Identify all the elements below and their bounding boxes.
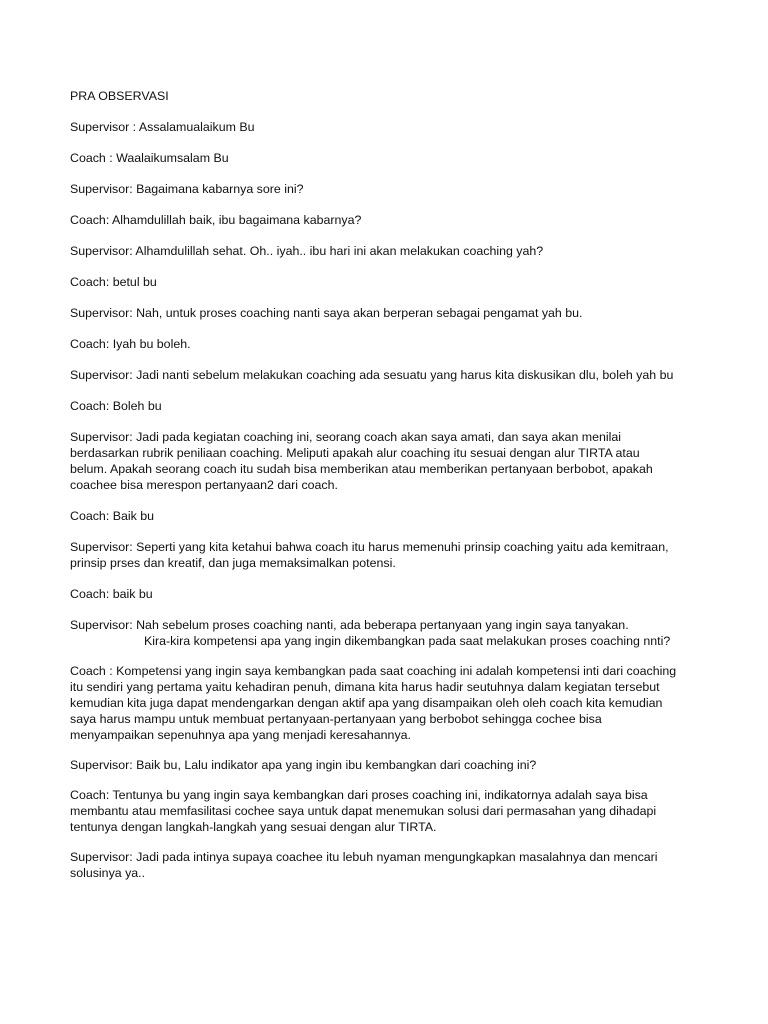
dialogue-paragraph [70, 429, 710, 493]
dialogue-line [70, 757, 710, 773]
dialogue-text: Supervisor: Nah, untuk proses coaching nanti saya akan berperan sebagai pengamat yah bu. [70, 306, 583, 320]
dialogue-text: berdasarkan rubrik peniliaan coaching. Meliputi apakah alur coaching itu sesuai dengan alur TIRTA atau [70, 446, 640, 460]
dialogue-line [70, 305, 710, 321]
dialogue-line [70, 181, 710, 197]
dialogue-text: Supervisor : Assalamualaikum Bu [70, 120, 255, 134]
dialogue-text: Coach: Boleh bu [70, 399, 162, 413]
dialogue-text: Coach: Iyah bu boleh. [70, 337, 191, 351]
dialogue-line [70, 367, 710, 383]
dialogue-text: coachee bisa merespon pertanyaan2 dari coach. [70, 478, 338, 492]
dialogue-paragraph [70, 849, 710, 881]
dialogue-text: Supervisor: Jadi pada intinya supaya coachee itu lebuh nyaman mengungkapkan masalahnya dan mencari [70, 850, 658, 864]
dialogue-line [70, 274, 710, 290]
dialogue-text: Coach: betul bu [70, 275, 157, 289]
document-page [70, 88, 710, 881]
dialogue-paragraph [70, 539, 710, 571]
dialogue-text: prinsip prses dan kreatif, dan juga memaksimalkan potensi. [70, 556, 396, 570]
dialogue-text: Supervisor: Jadi pada kegiatan coaching ini, seorang coach akan saya amati, dan saya akan menilai [70, 430, 622, 444]
dialogue-text: Coach: baik bu [70, 587, 153, 601]
dialogue-text: membantu atau memfasilitasi cochee saya untuk dapat menemukan solusi dari permasahan yang dihadapi [70, 804, 657, 818]
dialogue-text: saya harus mampu untuk membuat pertanyaan-pertanyaan yang berbobot sehingga cochee bisa [70, 712, 602, 726]
dialogue-text: Supervisor: Baik bu, Lalu indikator apa yang ingin ibu kembangkan dari coaching ini? [70, 758, 537, 772]
dialogue-text: Coach : Waalaikumsalam Bu [70, 151, 229, 165]
dialogue-text: Supervisor: Jadi nanti sebelum melakukan coaching ada sesuatu yang harus kita diskusikan dlu, boleh yah bu [70, 368, 674, 382]
dialogue-text: itu sendiri yang pertama yaitu kehadiran penuh, dimana kita harus hadir seutuhnya dalam kegiatan tersebut [70, 680, 660, 694]
dialogue-line [70, 398, 710, 414]
dialogue-text-indented: Kira-kira kompetensi apa yang ingin dikembangkan pada saat melakukan proses coaching nnti? [144, 634, 671, 648]
dialogue-paragraph [70, 663, 710, 743]
document-heading: PRA OBSERVASI [70, 89, 169, 103]
dialogue-line [70, 336, 710, 352]
dialogue-line [70, 119, 710, 135]
dialogue-text: kemudian kita juga dapat mendengarkan dengan aktif apa yang disampaikan oleh oleh coach kita kemudian [70, 696, 663, 710]
dialogue-text: Supervisor: Nah sebelum proses coaching nanti, ada beberapa pertanyaan yang ingin saya tanyakan. [70, 618, 629, 632]
dialogue-text: Supervisor: Alhamdulillah sehat. Oh.. iyah.. ibu hari ini akan melakukan coaching yah? [70, 244, 544, 258]
dialogue-line [70, 243, 710, 259]
dialogue-text: menyampaikan sepenuhnya apa yang menjadi keresahannya. [70, 728, 411, 742]
dialogue-text: Coach : Kompetensi yang ingin saya kembangkan pada saat coaching ini adalah kompetensi inti dari coaching [70, 664, 677, 678]
dialogue-text: belum. Apakah seorang coach itu sudah bisa memberikan atau memberikan pertanyaan berbobot, apakah [70, 462, 653, 476]
dialogue-line [70, 586, 710, 602]
dialogue-text: solusinya ya.. [70, 866, 146, 880]
dialogue-paragraph [70, 617, 710, 649]
dialogue-text: Coach: Tentunya bu yang ingin saya kembangkan dari proses coaching ini, indikatornya adalah saya bisa [70, 788, 648, 802]
dialogue-text: Supervisor: Seperti yang kita ketahui bahwa coach itu harus memenuhi prinsip coaching yaitu ada kemitraan, [70, 540, 669, 554]
dialogue-line [70, 508, 710, 524]
dialogue-paragraph [70, 787, 710, 835]
dialogue-line [70, 150, 710, 166]
dialogue-text: Coach: Alhamdulillah baik, ibu bagaimana kabarnya? [70, 213, 362, 227]
dialogue-text: Coach: Baik bu [70, 509, 155, 523]
dialogue-text: tentunya dengan langkah-langkah yang sesuai dengan alur TIRTA. [70, 820, 437, 834]
dialogue-text: Supervisor: Bagaimana kabarnya sore ini? [70, 182, 304, 196]
dialogue-line [70, 212, 710, 228]
